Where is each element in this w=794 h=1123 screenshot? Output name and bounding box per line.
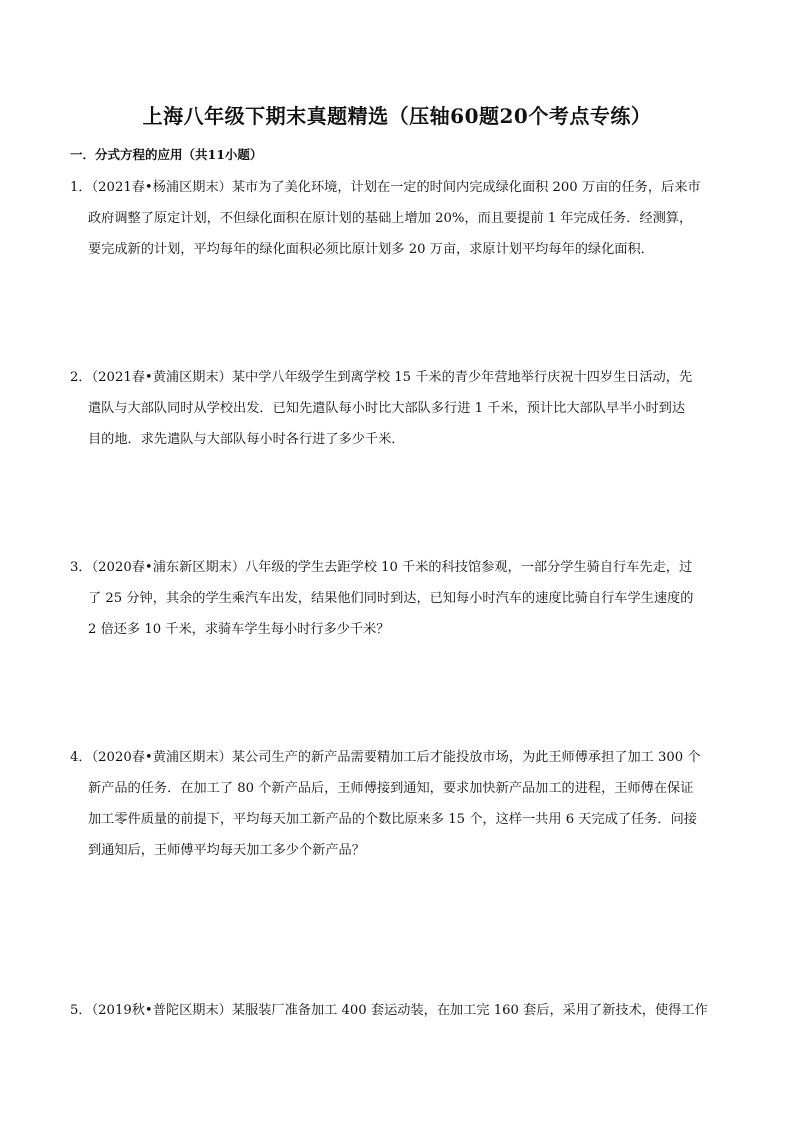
problem-line: 新产品的任务．在加工了 80 个新产品后，王师傅接到通知，要求加快新产品加工的进程，王师傅在保证 [88, 781, 694, 796]
problem-line: 到通知后，王师傅平均每天加工多少个新产品？ [88, 843, 365, 858]
problem-text: 某中学八年级学生到离学校 15 千米的青少年营地举行庆祝十四岁生日活动，先 [231, 370, 693, 385]
problem-line: 了 25 分钟，其余的学生乘汽车出发，结果他们同时到达，已知每小时汽车的速度比骑自行车学生速度的 [88, 591, 694, 606]
problem-5 [70, 995, 730, 1026]
problem-text: 某服装厂准备加工 400 套运动装，在加工完 160 套后，采用了新技术，使得工作 [231, 1003, 708, 1018]
problem-number: 4． [70, 750, 92, 765]
document-title: 上海八年级下期末真题精选（压轴60题20个考点专练） [142, 104, 652, 128]
problem-text: 某市为了美化环境，计划在一定的时间内完成绿化面积 200 万亩的任务，后来市 [231, 180, 701, 195]
problem-3 [70, 552, 730, 645]
problem-2 [70, 362, 730, 455]
problem-number: 3． [70, 560, 92, 575]
problem-number: 5． [70, 1003, 92, 1018]
problem-line [70, 172, 730, 203]
problem-line: 遣队与大部队同时从学校出发．已知先遣队每小时比大部队多行进 1 千米，预计比大部队早半小时到达 [88, 401, 686, 416]
problem-line [70, 362, 730, 393]
problem-source: （2020春•黄浦区期末） [91, 750, 232, 765]
problem-line [70, 552, 730, 583]
problem-source: （2019秋•普陀区期末） [91, 1003, 232, 1018]
problem-source: （2021春•杨浦区期末） [91, 180, 232, 195]
problem-text: 八年级的学生去距学校 10 千米的科技馆参观，一部分学生骑自行车先走，过 [245, 560, 693, 575]
problem-line: 2 倍还多 10 千米，求骑车学生每小时行多少千米？ [88, 622, 390, 637]
problem-source: （2021春•黄浦区期末） [91, 370, 232, 385]
problem-line [70, 995, 730, 1026]
problem-number: 1． [70, 180, 92, 195]
section-heading: 一．分式方程的应用（共11小题） [70, 147, 263, 162]
problem-line [70, 742, 730, 773]
problem-line: 加工零件质量的前提下，平均每天加工新产品的个数比原来多 15 个，这样一共用 6 天完成了任务．问接 [88, 812, 697, 827]
problem-source: （2020春•浦东新区期末） [91, 560, 246, 575]
problem-line: 目的地．求先遣队与大部队每小时各行进了多少千米． [88, 432, 405, 447]
problem-1 [70, 172, 730, 265]
problem-line: 要完成新的计划，平均每年的绿化面积必须比原计划多 20 万亩，求原计划平均每年的绿化面积． [88, 242, 654, 257]
problem-text: 某公司生产的新产品需要精加工后才能投放市场，为此王师傅承担了加工 300 个 [231, 750, 701, 765]
problem-line: 政府调整了原定计划，不但绿化面积在原计划的基础上增加 20%，而且要提前 1 年完成任务．经测算， [88, 211, 693, 226]
problem-number: 2． [70, 370, 92, 385]
problem-4 [70, 742, 730, 866]
